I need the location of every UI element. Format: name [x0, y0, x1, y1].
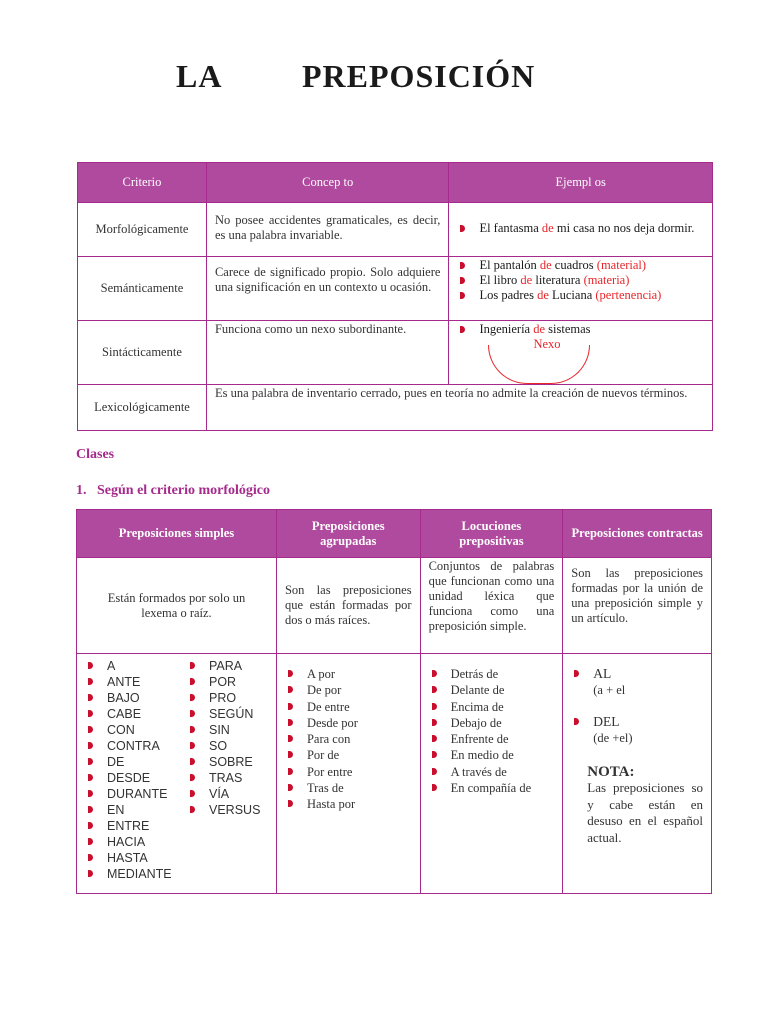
concepto-cell: Es una palabra de inventario cerrado, pues en teoría no admite la creación de nuevos términos.: [206, 385, 712, 431]
section-heading: 1. Según el criterio morfológico: [76, 483, 271, 498]
list-item: Hasta por: [285, 796, 412, 812]
list-item: AL: [571, 666, 703, 682]
preposition-item: VERSUS: [187, 802, 260, 818]
criteria-header-row: [78, 163, 713, 203]
preposition-item: SEGÚN: [187, 706, 260, 722]
list-item: Debajo de: [429, 715, 555, 731]
definition-locuciones: Conjuntos de palabras que funcionan como una unidad léxica que funciona como una preposición simple.: [420, 558, 563, 654]
preposition-item: POR: [187, 674, 260, 690]
preposition-item: SIN: [187, 722, 260, 738]
table-row: [78, 257, 713, 321]
concepto-cell: Carece de significado propio. Solo adquiere una significación en un contexto u ocasión.: [206, 257, 449, 321]
list-item: DEL: [571, 714, 703, 730]
concepto-cell: Funciona como un nexo subordinante.: [206, 321, 449, 385]
list-item: En medio de: [429, 747, 555, 763]
definition-simples: Están formados por solo un lexema o raíz.: [77, 558, 277, 654]
criteria-table: [77, 162, 713, 431]
preposition-item: A: [85, 658, 187, 674]
preposition-item: SO: [187, 738, 260, 754]
list-item: Para con: [285, 731, 412, 747]
list-item: El fantasma de mi casa no nos deja dormir.: [457, 221, 704, 236]
preposition-item: VÍA: [187, 786, 260, 802]
agrupadas-examples: [276, 654, 420, 894]
preposition-item: ANTE: [85, 674, 187, 690]
clases-table: [76, 509, 712, 894]
list-item: Enfrente de: [429, 731, 555, 747]
definition-agrupadas: Son las preposiciones que están formadas por dos o más raíces.: [276, 558, 420, 654]
definition-contractas: Son las preposiciones formadas por la unión de una preposición simple y un artículo.: [563, 558, 712, 654]
locuciones-examples: [420, 654, 563, 894]
preposition-item: PRO: [187, 690, 260, 706]
concepto-cell: No posee accidentes gramaticales, es decir, es una palabra invariable.: [206, 203, 449, 257]
header-agrupadas: Preposiciones agrupadas: [276, 510, 420, 558]
clases-header-row: [77, 510, 712, 558]
locuciones-list: [429, 666, 555, 796]
header-contractas: Preposiciones contractas: [563, 510, 712, 558]
table-row: [78, 385, 713, 431]
examples-row: [77, 654, 712, 894]
table-row: [78, 203, 713, 257]
nota-text: Las preposiciones so y cabe están en desuso en el español actual.: [587, 780, 703, 845]
preposition-item: SOBRE: [187, 754, 260, 770]
nota-heading: NOTA:: [587, 764, 635, 780]
header-criterio: Criterio: [78, 163, 207, 203]
agrupadas-list: [285, 666, 412, 813]
contracta-expansion: (de +el): [593, 731, 633, 745]
preposition-item: CABE: [85, 706, 187, 722]
preposition-item: CON: [85, 722, 187, 738]
preposition-item: DURANTE: [85, 786, 187, 802]
ejemplos-cell: [449, 203, 713, 257]
title-word-la: LA: [176, 58, 223, 94]
clases-heading: Clases: [76, 447, 115, 462]
preposition-item: TRAS: [187, 770, 260, 786]
ejemplos-cell: [449, 257, 713, 321]
contractas-examples: [563, 654, 712, 894]
list-item: Por entre: [285, 764, 412, 780]
contracta-expansion: (a + el: [593, 683, 626, 697]
criterio-cell: Semánticamente: [78, 257, 207, 321]
nexo-label: Nexo: [533, 337, 561, 351]
preposition-item: EN: [85, 802, 187, 818]
contractas-list: [571, 714, 703, 730]
simples-list-2: [187, 658, 260, 882]
header-ejemplos: Ejempl os: [449, 163, 713, 203]
preposition-item: HACIA: [85, 834, 187, 850]
contractas-list: [571, 666, 703, 682]
list-item: El libro de literatura (materia): [457, 273, 704, 288]
list-item: A por: [285, 666, 412, 682]
list-item: Delante de: [429, 682, 555, 698]
list-item: El pantalón de cuadros (material): [457, 258, 704, 273]
nota-block: [571, 764, 703, 846]
title-word-preposicion: PREPOSICIÓN: [302, 58, 536, 94]
criterio-cell: Lexicológicamente: [78, 385, 207, 431]
list-item: Detrás de: [429, 666, 555, 682]
preposition-item: DESDE: [85, 770, 187, 786]
list-item: En compañía de: [429, 780, 555, 796]
definitions-row: [77, 558, 712, 654]
list-item: Encima de: [429, 699, 555, 715]
header-concepto: Concep to: [206, 163, 449, 203]
preposition-item: CONTRA: [85, 738, 187, 754]
list-item: Desde por: [285, 715, 412, 731]
preposition-item: PARA: [187, 658, 260, 674]
list-item: Por de: [285, 747, 412, 763]
criterio-cell: Sintácticamente: [78, 321, 207, 385]
preposition-item: DE: [85, 754, 187, 770]
list-item: Ingeniería de sistemas: [457, 322, 704, 337]
simples-examples: [77, 654, 277, 894]
list-item: Los padres de Luciana (pertenencia): [457, 288, 704, 303]
preposition-item: ENTRE: [85, 818, 187, 834]
preposition-item: BAJO: [85, 690, 187, 706]
preposition-item: HASTA: [85, 850, 187, 866]
preposition-item: MEDIANTE: [85, 866, 187, 882]
criterio-cell: Morfológicamente: [78, 203, 207, 257]
simples-list-1: [85, 658, 187, 882]
header-simples: Preposiciones simples: [77, 510, 277, 558]
header-locuciones: Locuciones prepositivas: [420, 510, 563, 558]
table-row: [78, 321, 713, 385]
list-item: A través de: [429, 764, 555, 780]
list-item: Tras de: [285, 780, 412, 796]
list-item: De por: [285, 682, 412, 698]
list-item: De entre: [285, 699, 412, 715]
